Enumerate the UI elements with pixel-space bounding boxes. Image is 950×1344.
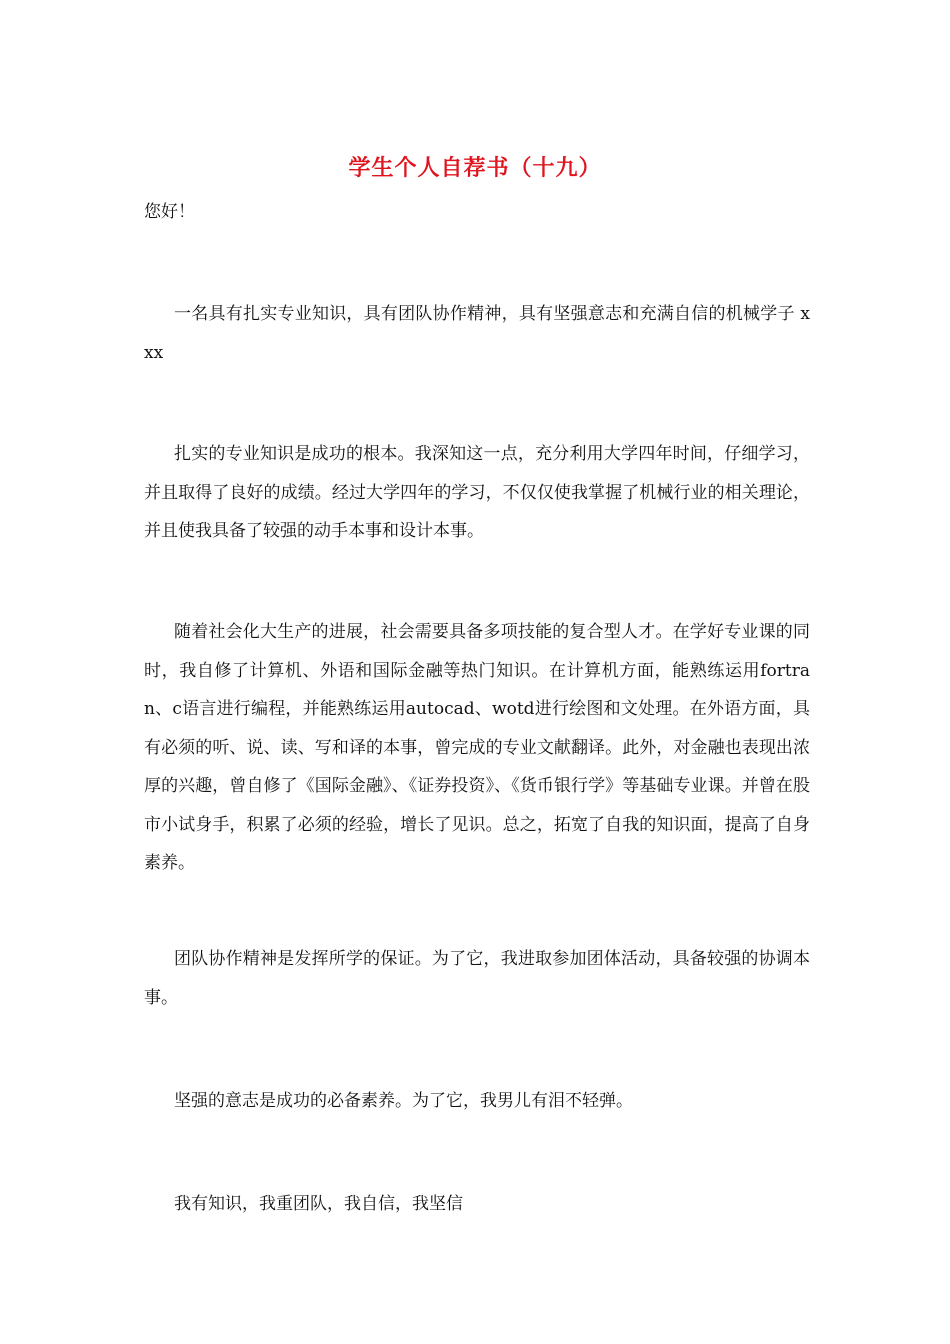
paragraph-intro: 一名具有扎实专业知识，具有团队协作精神，具有坚强意志和充满自信的机械学子 xxx (144, 304, 810, 363)
greeting: 您好！ (144, 202, 195, 222)
paragraph-skills: 随着社会化大生产的进展，社会需要具备多项技能的复合型人才。在学好专业课的同时，我自修了计算机、外语和国际金融等热门知识。在计算机方面，能熟练运用fortran、c语言进行编程，并能熟练运用autocad、wotd进行绘图和文处理。在外语方面，具有必须的听、说、读、写和译的本事，曾完成的专业文献翻译。此外，对金融也表现出浓厚的兴趣，曾自修了《国际金融》、《证券投资》、《货币银行学》等基础专业课。并曾在股市小试身手，积累了必须的经验，增长了见识。总之，拓宽了自我的知识面，提高了自身素养。 (144, 622, 810, 873)
paragraph-teamwork: 团队协作精神是发挥所学的保证。为了它，我进取参加团体活动，具备较强的协调本事。 (144, 949, 810, 1008)
document-title: 学生个人自荐书（十九） (348, 155, 602, 181)
paragraph-closing: 我有知识，我重团队，我自信，我坚信 (174, 1194, 463, 1214)
paragraph-knowledge: 扎实的专业知识是成功的根本。我深知这一点，充分利用大学四年时间，仔细学习，并且取得了良好的成绩。经过大学四年的学习，不仅仅使我掌握了机械行业的相关理论，并且使我具备了较强的动手本事和设计本事。 (144, 444, 810, 541)
paragraph-willpower: 坚强的意志是成功的必备素养。为了它，我男儿有泪不轻弹。 (174, 1091, 633, 1111)
